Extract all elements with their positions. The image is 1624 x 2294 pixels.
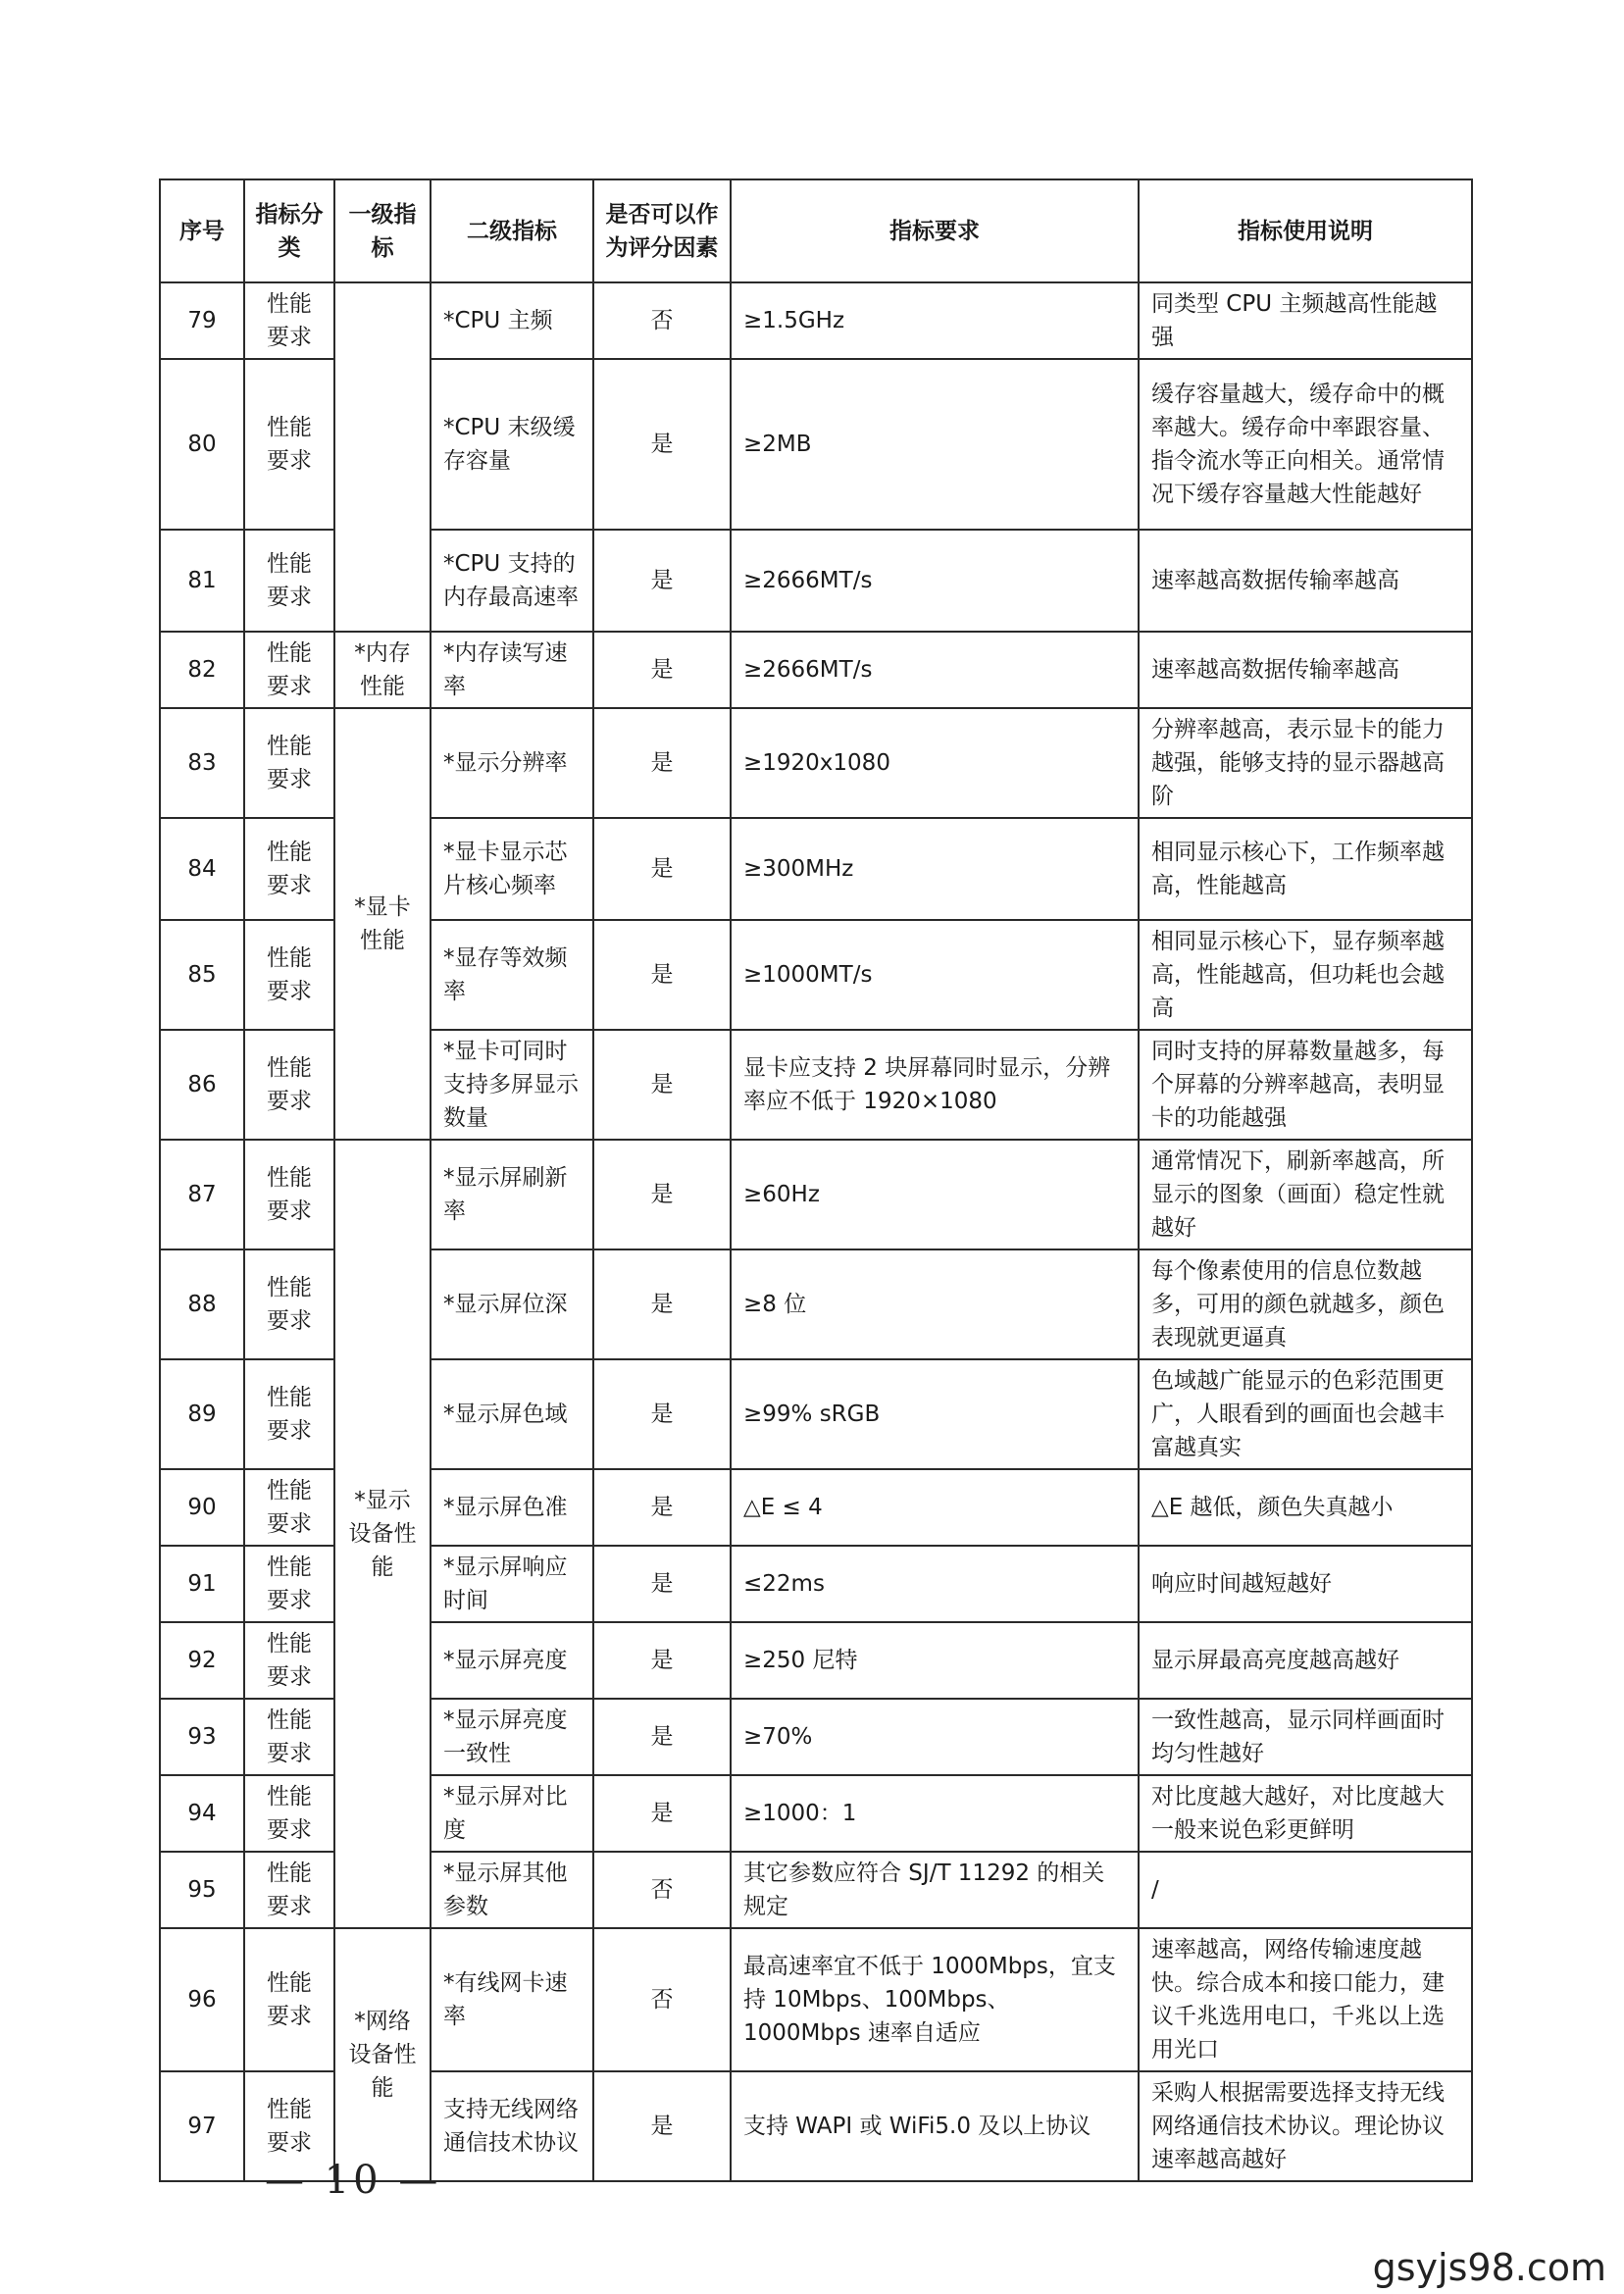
row-level2: *显示屏色域 <box>431 1359 593 1469</box>
row-scoring: 是 <box>593 359 731 530</box>
row-scoring: 是 <box>593 1469 731 1546</box>
row-explanation: 通常情况下，刷新率越高，所显示的图象（画面）稳定性就越好 <box>1139 1140 1472 1249</box>
row-requirement: ≥250 尼特 <box>731 1622 1139 1699</box>
row-explanation: 相同显示核心下，显存频率越高，性能越高，但功耗也会越高 <box>1139 920 1472 1030</box>
row-level2: *CPU 支持的内存最高速率 <box>431 530 593 632</box>
row-scoring: 是 <box>593 708 731 818</box>
row-no: 96 <box>160 1928 244 2071</box>
row-category: 性能要求 <box>244 632 334 708</box>
table-row <box>160 1928 1472 2071</box>
spec-table <box>159 178 1473 2182</box>
row-requirement: ≥70% <box>731 1699 1139 1775</box>
row-category: 性能要求 <box>244 1775 334 1852</box>
row-level2: *显示屏亮度 <box>431 1622 593 1699</box>
row-category: 性能要求 <box>244 708 334 818</box>
row-category: 性能要求 <box>244 818 334 920</box>
row-requirement: ≥2MB <box>731 359 1139 530</box>
header-level2: 二级指标 <box>431 179 593 282</box>
row-explanation: 分辨率越高，表示显卡的能力越强，能够支持的显示器越高阶 <box>1139 708 1472 818</box>
level1-group: *网络设备性能 <box>334 1928 431 2181</box>
row-requirement: ≥99% sRGB <box>731 1359 1139 1469</box>
row-category: 性能要求 <box>244 1852 334 1928</box>
row-explanation: 色域越广能显示的色彩范围更广，人眼看到的画面也会越丰富越真实 <box>1139 1359 1472 1469</box>
level1-group: *显示设备性能 <box>334 1140 431 1928</box>
row-level2: *显卡可同时支持多屏显示数量 <box>431 1030 593 1140</box>
row-no: 94 <box>160 1775 244 1852</box>
table-row <box>160 282 1472 359</box>
row-no: 86 <box>160 1030 244 1140</box>
level1-group <box>334 282 431 632</box>
row-requirement: 显卡应支持 2 块屏幕同时显示，分辨率应不低于 1920×1080 <box>731 1030 1139 1140</box>
level1-group: *显卡性能 <box>334 708 431 1140</box>
row-level2: *显存等效频率 <box>431 920 593 1030</box>
row-level2: *显示屏色准 <box>431 1469 593 1546</box>
row-scoring: 是 <box>593 632 731 708</box>
row-level2: *CPU 主频 <box>431 282 593 359</box>
row-scoring: 是 <box>593 2071 731 2181</box>
row-requirement: △E ≤ 4 <box>731 1469 1139 1546</box>
row-requirement: ≥1000MT/s <box>731 920 1139 1030</box>
row-requirement: ≥1920x1080 <box>731 708 1139 818</box>
row-scoring: 是 <box>593 530 731 632</box>
row-level2: *显示屏对比度 <box>431 1775 593 1852</box>
row-requirement: ≥1.5GHz <box>731 282 1139 359</box>
row-requirement: ≥8 位 <box>731 1249 1139 1359</box>
row-no: 91 <box>160 1546 244 1622</box>
row-category: 性能要求 <box>244 359 334 530</box>
row-level2: *显示分辨率 <box>431 708 593 818</box>
row-explanation: 对比度越大越好，对比度越大一般来说色彩更鲜明 <box>1139 1775 1472 1852</box>
row-requirement: ≥300MHz <box>731 818 1139 920</box>
header-level1: 一级指标 <box>334 179 431 282</box>
row-requirement: ≥2666MT/s <box>731 530 1139 632</box>
table-header-row <box>160 179 1472 282</box>
row-explanation: 同类型 CPU 主频越高性能越强 <box>1139 282 1472 359</box>
row-scoring: 是 <box>593 818 731 920</box>
row-explanation: 显示屏最高亮度越高越好 <box>1139 1622 1472 1699</box>
row-level2: 支持无线网络通信技术协议 <box>431 2071 593 2181</box>
row-no: 88 <box>160 1249 244 1359</box>
row-no: 82 <box>160 632 244 708</box>
row-category: 性能要求 <box>244 1030 334 1140</box>
row-no: 84 <box>160 818 244 920</box>
row-explanation: 每个像素使用的信息位数越多，可用的颜色就越多，颜色表现就更逼真 <box>1139 1249 1472 1359</box>
row-category: 性能要求 <box>244 1546 334 1622</box>
row-scoring: 是 <box>593 1546 731 1622</box>
row-requirement: 最高速率宜不低于 1000Mbps，宜支持 10Mbps、100Mbps、1000Mbps 速率自适应 <box>731 1928 1139 2071</box>
row-no: 87 <box>160 1140 244 1249</box>
row-category: 性能要求 <box>244 1249 334 1359</box>
row-category: 性能要求 <box>244 1469 334 1546</box>
row-requirement: 其它参数应符合 SJ/T 11292 的相关规定 <box>731 1852 1139 1928</box>
row-requirement: ≥1000：1 <box>731 1775 1139 1852</box>
row-explanation: 一致性越高，显示同样画面时均匀性越好 <box>1139 1699 1472 1775</box>
row-scoring: 是 <box>593 1359 731 1469</box>
row-level2: *显卡显示芯片核心频率 <box>431 818 593 920</box>
row-requirement: ≤22ms <box>731 1546 1139 1622</box>
row-explanation: 响应时间越短越好 <box>1139 1546 1472 1622</box>
row-category: 性能要求 <box>244 282 334 359</box>
row-category: 性能要求 <box>244 1699 334 1775</box>
row-explanation: / <box>1139 1852 1472 1928</box>
row-requirement: 支持 WAPI 或 WiFi5.0 及以上协议 <box>731 2071 1139 2181</box>
row-explanation: 同时支持的屏幕数量越多，每个屏幕的分辨率越高，表明显卡的功能越强 <box>1139 1030 1472 1140</box>
row-category: 性能要求 <box>244 1359 334 1469</box>
page-number: — 10 — <box>265 2158 442 2203</box>
row-level2: *内存读写速率 <box>431 632 593 708</box>
row-no: 83 <box>160 708 244 818</box>
row-explanation: 速率越高，网络传输速度越快。综合成本和接口能力，建议千兆选用电口，千兆以上选用光口 <box>1139 1928 1472 2071</box>
row-requirement: ≥60Hz <box>731 1140 1139 1249</box>
row-scoring: 是 <box>593 1622 731 1699</box>
header-scoring: 是否可以作为评分因素 <box>593 179 731 282</box>
row-scoring: 是 <box>593 920 731 1030</box>
row-explanation: 相同显示核心下，工作频率越高，性能越高 <box>1139 818 1472 920</box>
row-explanation: 缓存容量越大，缓存命中的概率越大。缓存命中率跟容量、指令流水等正向相关。通常情况下缓存容量越大性能越好 <box>1139 359 1472 530</box>
row-no: 90 <box>160 1469 244 1546</box>
row-category: 性能要求 <box>244 530 334 632</box>
watermark-text: gsyjs98.com <box>1372 2246 1606 2289</box>
row-level2: *显示屏响应时间 <box>431 1546 593 1622</box>
table-row <box>160 632 1472 708</box>
row-requirement: ≥2666MT/s <box>731 632 1139 708</box>
header-no: 序号 <box>160 179 244 282</box>
row-scoring: 否 <box>593 282 731 359</box>
row-scoring: 是 <box>593 1699 731 1775</box>
row-no: 80 <box>160 359 244 530</box>
row-scoring: 是 <box>593 1030 731 1140</box>
row-category: 性能要求 <box>244 1140 334 1249</box>
row-scoring: 否 <box>593 1928 731 2071</box>
row-explanation: 采购人根据需要选择支持无线网络通信技术协议。理论协议速率越高越好 <box>1139 2071 1472 2181</box>
row-explanation: 速率越高数据传输率越高 <box>1139 632 1472 708</box>
row-no: 89 <box>160 1359 244 1469</box>
row-category: 性能要求 <box>244 2071 334 2181</box>
row-no: 92 <box>160 1622 244 1699</box>
row-level2: *CPU 末级缓存容量 <box>431 359 593 530</box>
row-no: 93 <box>160 1699 244 1775</box>
row-category: 性能要求 <box>244 1622 334 1699</box>
row-explanation: 速率越高数据传输率越高 <box>1139 530 1472 632</box>
row-scoring: 是 <box>593 1140 731 1249</box>
row-explanation: △E 越低，颜色失真越小 <box>1139 1469 1472 1546</box>
row-level2: *显示屏刷新率 <box>431 1140 593 1249</box>
row-no: 79 <box>160 282 244 359</box>
row-scoring: 是 <box>593 1249 731 1359</box>
row-level2: *显示屏位深 <box>431 1249 593 1359</box>
row-level2: *显示屏亮度一致性 <box>431 1699 593 1775</box>
row-level2: *显示屏其他参数 <box>431 1852 593 1928</box>
row-scoring: 是 <box>593 1775 731 1852</box>
header-requirement: 指标要求 <box>731 179 1139 282</box>
row-category: 性能要求 <box>244 1928 334 2071</box>
row-no: 81 <box>160 530 244 632</box>
table-row <box>160 708 1472 818</box>
header-explanation: 指标使用说明 <box>1139 179 1472 282</box>
row-scoring: 否 <box>593 1852 731 1928</box>
level1-group: *内存性能 <box>334 632 431 708</box>
row-category: 性能要求 <box>244 920 334 1030</box>
header-category: 指标分类 <box>244 179 334 282</box>
table-row <box>160 1140 1472 1249</box>
row-no: 85 <box>160 920 244 1030</box>
row-no: 95 <box>160 1852 244 1928</box>
row-no: 97 <box>160 2071 244 2181</box>
row-level2: *有线网卡速率 <box>431 1928 593 2071</box>
